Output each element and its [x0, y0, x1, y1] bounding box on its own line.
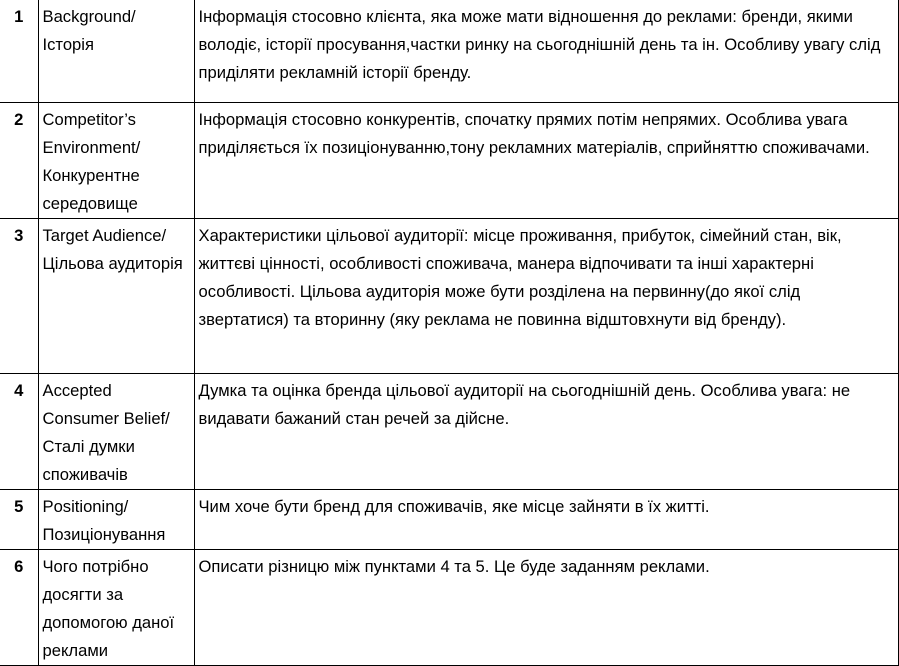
row-description: Думка та оцінка бренда цільової аудиторії на сьогоднішній день. Особлива увага: не видавати бажаний стан речей за дійсне. — [194, 373, 898, 489]
row-number: 1 — [0, 0, 38, 102]
table-row — [0, 489, 898, 549]
row-description: Чим хоче бути бренд для споживачів, яке місце зайняти в їх житті. — [194, 489, 898, 549]
table-row — [0, 373, 898, 489]
row-topic: Чого потрібно досягти за допомогою даної реклами — [38, 549, 194, 665]
table-row — [0, 549, 898, 665]
row-topic: Target Audience/ Цільова аудиторія — [38, 218, 194, 373]
row-number: 5 — [0, 489, 38, 549]
row-description: Інформація стосовно конкурентів, спочатку прямих потім непрямих. Особлива увага приділяється їх позиціонуванню,тону рекламних матеріалів, сприйняттю споживачами. — [194, 102, 898, 218]
row-description: Інформація стосовно клієнта, яка може мати відношення до реклами: бренди, якими володіє, історії просування,частки ринку на сьогоднішній день та ін. Особливу увагу слід приділяти рекламній історії бренду. — [194, 0, 898, 102]
table-row — [0, 218, 898, 373]
row-topic: Accepted Consumer Belief/ Сталі думки споживачів — [38, 373, 194, 489]
row-number: 6 — [0, 549, 38, 665]
row-topic: Competitor’s Environment/ Конкурентне середовище — [38, 102, 194, 218]
row-number: 2 — [0, 102, 38, 218]
table-row — [0, 0, 898, 102]
row-topic: Background/ Історія — [38, 0, 194, 102]
row-description: Характеристики цільової аудиторії: місце проживання, прибуток, сімейний стан, вік, життєві цінності, особливості споживача, манера відпочивати та інші характерні особливості. Цільова аудиторія може бути розділена на первинну(до якої слід звертатися) та вторинну (яку реклама не повинна відштовхнути від бренду). — [194, 218, 898, 373]
row-topic: Positioning/ Позиціонування — [38, 489, 194, 549]
row-number: 4 — [0, 373, 38, 489]
table-row — [0, 102, 898, 218]
row-description: Описати різницю між пунктами 4 та 5. Це буде заданням реклами. — [194, 549, 898, 665]
row-number: 3 — [0, 218, 38, 373]
